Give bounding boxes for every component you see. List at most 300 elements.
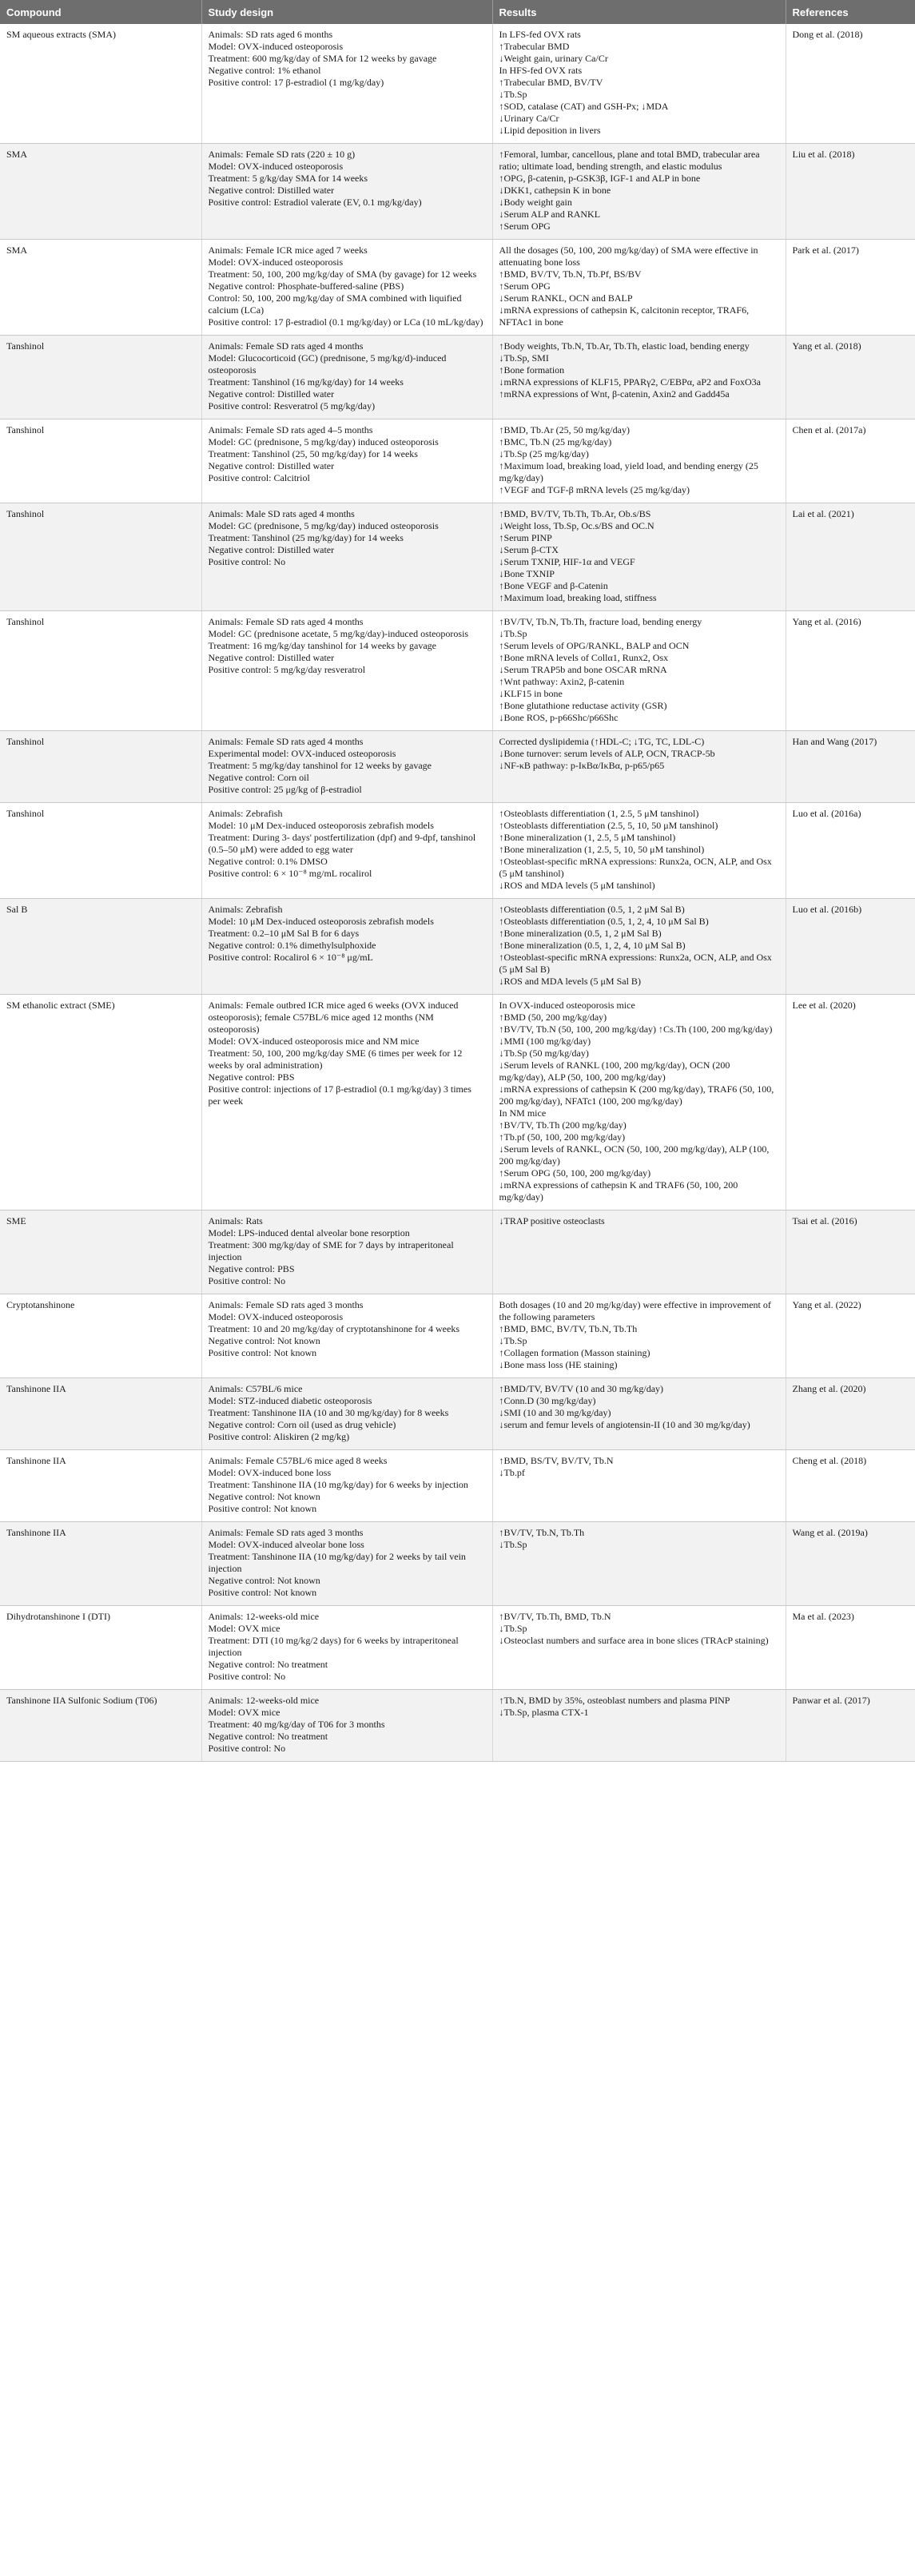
result-line: ↑BMD/TV, BV/TV (10 and 30 mg/kg/day) (499, 1383, 664, 1394)
result-line: ↑BV/TV, Tb.Th, BMD, Tb.N (499, 1611, 611, 1622)
design-line: Treatment: 600 mg/kg/day of SMA for 12 weeks by gavage (208, 53, 437, 64)
reference-citation: Luo et al. (2016a) (792, 808, 861, 819)
design-line: Animals: Female SD rats (220 ± 10 g) (208, 149, 356, 160)
design-line: Model: OVX mice (208, 1707, 280, 1718)
result-line: ↓DKK1, cathepsin K in bone (499, 185, 611, 196)
cell-reference (786, 1690, 915, 1762)
design-line: Treatment: Tanshinone IIA (10 mg/kg/day) for 2 weeks by tail vein injection (208, 1551, 466, 1574)
result-line: ↑Trabecular BMD, BV/TV (499, 77, 603, 88)
result-line: ↑Bone glutathione reductase activity (GSR) (499, 700, 667, 711)
cell-compound (0, 899, 201, 995)
design-line: Treatment: 10 and 20 mg/kg/day of cryptotanshinone for 4 weeks (208, 1323, 459, 1334)
result-line: ↓Tb.Sp (499, 1539, 527, 1550)
result-line: ↑Maximum load, breaking load, stiffness (499, 592, 657, 603)
cell-results (492, 419, 786, 503)
cell-study-design (201, 336, 492, 419)
result-line: ↑BV/TV, Tb.N, Tb.Th (499, 1527, 585, 1538)
design-line: Negative control: Corn oil (used as drug vehicle) (208, 1419, 396, 1430)
header-row (0, 0, 915, 24)
design-line: Experimental model: OVX-induced osteoporosis (208, 748, 396, 759)
cell-compound (0, 503, 201, 611)
table-row (0, 24, 915, 144)
result-line: ↑Bone mineralization (1, 2.5, 5 μM tanshinol) (499, 832, 676, 843)
design-line: Animals: Female SD rats aged 4–5 months (208, 424, 373, 435)
header-references: References (786, 0, 915, 24)
design-line: Treatment: 50, 100, 200 mg/kg/day SME (6 times per week for 12 weeks by oral administration) (208, 1047, 463, 1071)
result-line: ↑Serum levels of OPG/RANKL, BALP and OCN (499, 640, 690, 651)
design-line: Positive control: Estradiol valerate (EV, 0.1 mg/kg/day) (208, 197, 422, 208)
cell-compound (0, 240, 201, 336)
design-line: Negative control: Distilled water (208, 460, 335, 471)
result-line: ↑Bone VEGF and β-Catenin (499, 580, 608, 591)
cell-reference (786, 1210, 915, 1294)
result-line: ↑Collagen formation (Masson staining) (499, 1347, 650, 1358)
result-line: ↓Weight gain, urinary Ca/Cr (499, 53, 608, 64)
cell-results (492, 1690, 786, 1762)
table-row (0, 611, 915, 731)
cell-study-design (201, 899, 492, 995)
result-line: ↑Osteoblasts differentiation (0.5, 1, 2 μM Sal B) (499, 904, 685, 915)
result-line: ↓Weight loss, Tb.Sp, Oc.s/BS and OC.N (499, 520, 654, 531)
result-line: ↓Body weight gain (499, 197, 572, 208)
compound-name: SMA (6, 244, 28, 256)
cell-results (492, 1294, 786, 1378)
design-line: Negative control: Distilled water (208, 185, 335, 196)
reference-citation: Tsai et al. (2016) (792, 1215, 857, 1226)
result-line: ↑Trabecular BMD (499, 41, 570, 52)
cell-compound (0, 24, 201, 144)
result-line: ↓Tb.Sp (499, 1335, 527, 1346)
result-line: ↑Osteoblasts differentiation (1, 2.5, 5 μM tanshinol) (499, 808, 699, 819)
design-line: Negative control: No treatment (208, 1659, 328, 1670)
compound-name: SM aqueous extracts (SMA) (6, 29, 116, 40)
design-line: Model: OVX-induced osteoporosis (208, 1311, 344, 1322)
cell-results (492, 240, 786, 336)
reference-citation: Panwar et al. (2017) (792, 1695, 870, 1706)
cell-reference (786, 1522, 915, 1606)
design-line: Model: OVX-induced alveolar bone loss (208, 1539, 364, 1550)
cell-reference (786, 336, 915, 419)
result-line: ↑BMD, BV/TV, Tb.N, Tb.Pf, BS/BV (499, 268, 642, 280)
cell-compound (0, 1450, 201, 1522)
cell-reference (786, 803, 915, 899)
cell-compound (0, 1690, 201, 1762)
result-line: ↓Serum TXNIP, HIF-1α and VEGF (499, 556, 635, 567)
cell-compound (0, 1294, 201, 1378)
cell-reference (786, 144, 915, 240)
compound-name: SME (6, 1215, 26, 1226)
design-line: Positive control: Calcitriol (208, 472, 310, 483)
cell-study-design (201, 803, 492, 899)
result-line: ↑BMD, BV/TV, Tb.Th, Tb.Ar, Ob.s/BS (499, 508, 651, 519)
design-line: Model: OVX-induced osteoporosis (208, 161, 344, 172)
result-line: ↑mRNA expressions of Wnt, β-catenin, Axin2 and Gadd45a (499, 388, 730, 400)
design-line: Model: LPS-induced dental alveolar bone resorption (208, 1227, 410, 1238)
result-line: ↓SMI (10 and 30 mg/kg/day) (499, 1407, 611, 1418)
result-line: ↑BV/TV, Tb.N, Tb.Th, fracture load, bending energy (499, 616, 702, 627)
table-row (0, 1294, 915, 1378)
reference-citation: Luo et al. (2016b) (792, 904, 862, 915)
design-line: Treatment: 0.2–10 μM Sal B for 6 days (208, 928, 360, 939)
design-line: Positive control: 17 β-estradiol (0.1 mg/kg/day) or LCa (10 mL/kg/day) (208, 316, 483, 328)
result-line: ↑Osteoblasts differentiation (0.5, 1, 2, 4, 10 μM Sal B) (499, 916, 709, 927)
result-line: ↑Serum OPG (50, 100, 200 mg/kg/day) (499, 1167, 651, 1179)
cell-compound (0, 803, 201, 899)
design-line: Model: OVX mice (208, 1623, 280, 1634)
reference-citation: Cheng et al. (2018) (792, 1455, 867, 1466)
design-line: Positive control: Aliskiren (2 mg/kg) (208, 1431, 350, 1442)
design-line: Animals: 12-weeks-old mice (208, 1611, 320, 1622)
table-row (0, 503, 915, 611)
design-line: Model: STZ-induced diabetic osteoporosis (208, 1395, 372, 1406)
design-line: Model: OVX-induced osteoporosis (208, 256, 344, 268)
cell-reference (786, 24, 915, 144)
result-line: In HFS-fed OVX rats (499, 65, 583, 76)
design-line: Treatment: DTI (10 mg/kg/2 days) for 6 weeks by intraperitoneal injection (208, 1635, 459, 1658)
design-line: Model: 10 μM Dex-induced osteoporosis zebrafish models (208, 820, 434, 831)
cell-study-design (201, 611, 492, 731)
result-line: ↓mRNA expressions of cathepsin K and TRAF6 (50, 100, 200 mg/kg/day) (499, 1179, 738, 1203)
result-line: ↓ROS and MDA levels (5 μM tanshinol) (499, 880, 655, 891)
compound-name: Tanshinol (6, 424, 45, 435)
reference-citation: Yang et al. (2016) (792, 616, 861, 627)
result-line: In LFS-fed OVX rats (499, 29, 581, 40)
compound-name: Tanshinol (6, 340, 45, 352)
design-line: Animals: Female outbred ICR mice aged 6 weeks (OVX induced osteoporosis); female C57BL/6 mice aged 12 months (NM osteoporosis) (208, 1000, 459, 1035)
result-line: ↑BV/TV, Tb.N (50, 100, 200 mg/kg/day) ↑Cs.Th (100, 200 mg/kg/day) (499, 1024, 773, 1035)
result-line: ↓MMI (100 mg/kg/day) (499, 1036, 591, 1047)
design-line: Animals: Female C57BL/6 mice aged 8 weeks (208, 1455, 388, 1466)
design-line: Positive control: Not known (208, 1347, 317, 1358)
design-line: Animals: SD rats aged 6 months (208, 29, 333, 40)
cell-compound (0, 419, 201, 503)
design-line: Model: GC (prednisone acetate, 5 mg/kg/day)-induced osteoporosis (208, 628, 469, 639)
cell-results (492, 1210, 786, 1294)
table-row (0, 995, 915, 1210)
cell-study-design (201, 419, 492, 503)
design-line: Animals: C57BL/6 mice (208, 1383, 303, 1394)
design-line: Treatment: During 3- days' postfertilization (dpf) and 9-dpf, tanshinol (0.5–50 μM) were added to egg water (208, 832, 476, 855)
design-line: Negative control: PBS (208, 1071, 295, 1083)
cell-study-design (201, 1294, 492, 1378)
cell-reference (786, 899, 915, 995)
design-line: Treatment: Tanshinone IIA (10 and 30 mg/kg/day) for 8 weeks (208, 1407, 449, 1418)
result-line: ↓Bone TXNIP (499, 568, 555, 579)
result-line: ↓mRNA expressions of KLF15, PPARγ2, C/EBPα, aP2 and FoxO3a (499, 376, 762, 388)
result-line: ↑Conn.D (30 mg/kg/day) (499, 1395, 596, 1406)
design-line: Animals: Female SD rats aged 3 months (208, 1299, 364, 1310)
result-line: ↑Serum OPG (499, 280, 551, 292)
result-line: ↑BMD, Tb.Ar (25, 50 mg/kg/day) (499, 424, 630, 435)
cell-reference (786, 1378, 915, 1450)
design-line: Treatment: 40 mg/kg/day of T06 for 3 months (208, 1719, 385, 1730)
result-line: ↓Tb.pf (499, 1467, 525, 1478)
result-line: ↑VEGF and TGF-β mRNA levels (25 mg/kg/day) (499, 484, 690, 495)
cell-study-design (201, 1690, 492, 1762)
result-line: ↓TRAP positive osteoclasts (499, 1215, 605, 1226)
compound-name: SM ethanolic extract (SME) (6, 1000, 115, 1011)
cell-results (492, 144, 786, 240)
design-line: Model: GC (prednisone, 5 mg/kg/day) induced osteoporosis (208, 436, 439, 447)
cell-study-design (201, 503, 492, 611)
reference-citation: Han and Wang (2017) (792, 736, 877, 747)
cell-results (492, 731, 786, 803)
design-line: Negative control: Distilled water (208, 388, 335, 400)
cell-study-design (201, 995, 492, 1210)
result-line: ↓Osteoclast numbers and surface area in bone slices (TRAcP staining) (499, 1635, 769, 1646)
table-row (0, 803, 915, 899)
design-line: Negative control: Not known (208, 1335, 320, 1346)
result-line: ↑BMD, BMC, BV/TV, Tb.N, Tb.Th (499, 1323, 638, 1334)
design-line: Model: GC (prednisone, 5 mg/kg/day) induced osteoporosis (208, 520, 439, 531)
result-line: ↓NF-κB pathway: p-IκBα/IκBα, p-p65/p65 (499, 760, 665, 771)
result-line: ↓serum and femur levels of angiotensin-II (10 and 30 mg/kg/day) (499, 1419, 750, 1430)
header-study-design: Study design (201, 0, 492, 24)
cell-results (492, 995, 786, 1210)
design-line: Model: OVX-induced osteoporosis (208, 41, 344, 52)
design-line: Model: OVX-induced osteoporosis mice and NM mice (208, 1036, 420, 1047)
result-line: ↓Urinary Ca/Cr (499, 113, 559, 124)
compound-name: Cryptotanshinone (6, 1299, 75, 1310)
reference-citation: Ma et al. (2023) (792, 1611, 854, 1622)
result-line: ↑Bone mineralization (0.5, 1, 2, 4, 10 μM Sal B) (499, 940, 686, 951)
cell-compound (0, 611, 201, 731)
reference-citation: Yang et al. (2018) (792, 340, 861, 352)
compound-name: Tanshinone IIA (6, 1383, 66, 1394)
cell-reference (786, 995, 915, 1210)
reference-citation: Park et al. (2017) (792, 244, 859, 256)
result-line: ↑Serum PINP (499, 532, 552, 543)
table-row (0, 144, 915, 240)
compound-name: SMA (6, 149, 28, 160)
compound-name: Tanshinol (6, 808, 45, 819)
result-line: ↓Lipid deposition in livers (499, 125, 601, 136)
cell-study-design (201, 24, 492, 144)
result-line: ↓mRNA expressions of cathepsin K, calcitonin receptor, TRAF6, NFTAc1 in bone (499, 304, 750, 328)
cell-study-design (201, 144, 492, 240)
design-line: Treatment: 5 g/kg/day SMA for 14 weeks (208, 173, 368, 184)
result-line: ↑Tb.N, BMD by 35%, osteoblast numbers and plasma PINP (499, 1695, 730, 1706)
cell-reference (786, 1294, 915, 1378)
design-line: Positive control: 5 mg/kg/day resveratrol (208, 664, 366, 675)
design-line: Negative control: Distilled water (208, 652, 335, 663)
compound-name: Tanshinol (6, 736, 45, 747)
design-line: Treatment: Tanshinol (16 mg/kg/day) for 14 weeks (208, 376, 404, 388)
table-row (0, 1450, 915, 1522)
reference-citation: Liu et al. (2018) (792, 149, 855, 160)
cell-compound (0, 1606, 201, 1690)
design-line: Treatment: 300 mg/kg/day of SME for 7 days by intraperitoneal injection (208, 1239, 454, 1262)
cell-reference (786, 503, 915, 611)
result-line: ↓KLF15 in bone (499, 688, 563, 699)
cell-compound (0, 731, 201, 803)
cell-study-design (201, 240, 492, 336)
result-line: ↓mRNA expressions of cathepsin K (200 mg/kg/day), TRAF6 (50, 100, 200 mg/kg/day), NFATc1 (100, 200 mg/kg/day) (499, 1083, 774, 1107)
design-line: Negative control: Corn oil (208, 772, 309, 783)
design-line: Positive control: Resveratrol (5 mg/kg/day) (208, 400, 376, 411)
reference-citation: Dong et al. (2018) (792, 29, 863, 40)
cell-results (492, 1450, 786, 1522)
design-line: Treatment: Tanshinone IIA (10 mg/kg/day) for 6 weeks by injection (208, 1479, 468, 1490)
result-line: ↑Osteoblasts differentiation (2.5, 5, 10, 50 μM tanshinol) (499, 820, 718, 831)
result-line: ↓Tb.Sp (499, 89, 527, 100)
result-line: ↑Tb.pf (50, 100, 200 mg/kg/day) (499, 1131, 626, 1143)
design-line: Animals: Female ICR mice aged 7 weeks (208, 244, 368, 256)
design-line: Negative control: Phosphate-buffered-saline (PBS) (208, 280, 404, 292)
reference-citation: Yang et al. (2022) (792, 1299, 861, 1310)
result-line: ↓Tb.Sp, plasma CTX-1 (499, 1707, 589, 1718)
cell-compound (0, 1378, 201, 1450)
result-line: ↓Serum ALP and RANKL (499, 209, 601, 220)
design-line: Positive control: No (208, 1743, 286, 1754)
result-line: ↑Bone mineralization (0.5, 1, 2 μM Sal B) (499, 928, 662, 939)
design-line: Negative control: No treatment (208, 1731, 328, 1742)
cell-study-design (201, 1210, 492, 1294)
result-line: ↓Serum β-CTX (499, 544, 559, 555)
result-line: ↑Body weights, Tb.N, Tb.Ar, Tb.Th, elastic load, bending energy (499, 340, 750, 352)
table-row (0, 1606, 915, 1690)
reference-citation: Wang et al. (2019a) (792, 1527, 868, 1538)
design-line: Control: 50, 100, 200 mg/kg/day of SMA combined with liquified calcium (LCa) (208, 292, 462, 316)
design-line: Positive control: 17 β-estradiol (1 mg/kg/day) (208, 77, 384, 88)
design-line: Animals: Male SD rats aged 4 months (208, 508, 355, 519)
result-line: ↓Tb.Sp (50 mg/kg/day) (499, 1047, 589, 1059)
result-line: ↑Serum OPG (499, 221, 551, 232)
reference-citation: Zhang et al. (2020) (792, 1383, 866, 1394)
design-line: Model: Glucocorticoid (GC) (prednisone, 5 mg/kg/d)-induced osteoporosis (208, 352, 447, 376)
result-line: ↓Tb.Sp (499, 628, 527, 639)
design-line: Model: OVX-induced bone loss (208, 1467, 332, 1478)
design-line: Animals: Female SD rats aged 4 months (208, 340, 364, 352)
reference-citation: Chen et al. (2017a) (792, 424, 866, 435)
cell-results (492, 24, 786, 144)
result-line: ↓Tb.Sp, SMI (499, 352, 549, 364)
cell-study-design (201, 1450, 492, 1522)
result-line: ↓Bone turnover: serum levels of ALP, OCN, TRACP-5b (499, 748, 715, 759)
design-line: Negative control: Not known (208, 1575, 320, 1586)
design-line: Positive control: injections of 17 β-estradiol (0.1 mg/kg/day) 3 times per week (208, 1083, 471, 1107)
compound-name: Tanshinol (6, 616, 45, 627)
design-line: Negative control: PBS (208, 1263, 295, 1274)
cell-compound (0, 1522, 201, 1606)
cell-study-design (201, 1522, 492, 1606)
cell-reference (786, 240, 915, 336)
result-line: ↑Bone formation (499, 364, 565, 376)
design-line: Model: 10 μM Dex-induced osteoporosis zebrafish models (208, 916, 434, 927)
cell-study-design (201, 1378, 492, 1450)
result-line: ↓Bone ROS, p-p66Shc/p66Shc (499, 712, 619, 723)
design-line: Positive control: Rocalirol 6 × 10⁻⁸ μg/mL (208, 952, 373, 963)
header-results: Results (492, 0, 786, 24)
result-line: ↓Serum levels of RANKL (100, 200 mg/kg/day), OCN (200 mg/kg/day), ALP (50, 100, 200 mg/kg/day) (499, 1059, 730, 1083)
design-line: Treatment: Tanshinol (25, 50 mg/kg/day) for 14 weeks (208, 448, 418, 459)
cell-results (492, 503, 786, 611)
result-line: ↓ROS and MDA levels (5 μM Sal B) (499, 976, 641, 987)
design-line: Positive control: Not known (208, 1587, 317, 1598)
result-line: ↑SOD, catalase (CAT) and GSH-Px; ↓MDA (499, 101, 669, 112)
cell-reference (786, 419, 915, 503)
result-line: ↓Tb.Sp (499, 1623, 527, 1634)
design-line: Animals: Zebrafish (208, 904, 283, 915)
table-row (0, 240, 915, 336)
result-line: ↑Osteoblast-specific mRNA expressions: Runx2a, OCN, ALP, and Osx (5 μM Sal B) (499, 952, 772, 975)
compound-name: Tanshinol (6, 508, 45, 519)
design-line: Animals: Rats (208, 1215, 263, 1226)
reference-citation: Lai et al. (2021) (792, 508, 854, 519)
result-line: ↑BV/TV, Tb.Th (200 mg/kg/day) (499, 1119, 627, 1131)
result-line: ↑BMD (50, 200 mg/kg/day) (499, 1012, 607, 1023)
result-line: ↑Bone mRNA levels of Collα1, Runx2, Osx (499, 652, 669, 663)
design-line: Treatment: 50, 100, 200 mg/kg/day of SMA (by gavage) for 12 weeks (208, 268, 477, 280)
design-line: Positive control: No (208, 1671, 286, 1682)
cell-results (492, 1522, 786, 1606)
result-line: ↓Tb.Sp (25 mg/kg/day) (499, 448, 589, 459)
table-header (0, 0, 915, 24)
cell-results (492, 1378, 786, 1450)
table-row (0, 1690, 915, 1762)
design-line: Positive control: 6 × 10⁻⁸ mg/mL rocalirol (208, 868, 372, 879)
cell-results (492, 1606, 786, 1690)
result-line: ↑BMD, BS/TV, BV/TV, Tb.N (499, 1455, 614, 1466)
result-line: ↑BMC, Tb.N (25 mg/kg/day) (499, 436, 612, 447)
cell-reference (786, 611, 915, 731)
result-line: ↓Serum TRAP5b and bone OSCAR mRNA (499, 664, 667, 675)
design-line: Negative control: Distilled water (208, 544, 335, 555)
result-line: ↑Bone mineralization (1, 2.5, 5, 10, 50 μM tanshinol) (499, 844, 705, 855)
design-line: Negative control: 0.1% dimethylsulphoxide (208, 940, 376, 951)
cell-compound (0, 336, 201, 419)
cell-results (492, 803, 786, 899)
design-line: Positive control: 25 μg/kg of β-estradiol (208, 784, 362, 795)
cell-reference (786, 1450, 915, 1522)
result-line: ↑Osteoblast-specific mRNA expressions: Runx2a, OCN, ALP, and Osx (5 μM tanshinol) (499, 856, 772, 879)
header-compound: Compound (0, 0, 201, 24)
cell-results (492, 899, 786, 995)
result-line: ↓Bone mass loss (HE staining) (499, 1359, 618, 1370)
result-line: Both dosages (10 and 20 mg/kg/day) were effective in improvement of the following parameters (499, 1299, 771, 1322)
design-line: Animals: Female SD rats aged 4 months (208, 616, 364, 627)
design-line: Positive control: Not known (208, 1503, 317, 1514)
cell-results (492, 611, 786, 731)
result-line: ↓Serum levels of RANKL, OCN (50, 100, 200 mg/kg/day), ALP (100, 200 mg/kg/day) (499, 1143, 770, 1167)
result-line: ↓Serum RANKL, OCN and BALP (499, 292, 633, 304)
table-row (0, 336, 915, 419)
compound-name: Tanshinone IIA (6, 1455, 66, 1466)
result-line: In NM mice (499, 1107, 547, 1119)
compound-name: Sal B (6, 904, 28, 915)
compound-name: Tanshinone IIA (6, 1527, 66, 1538)
cell-compound (0, 144, 201, 240)
table-row (0, 419, 915, 503)
cell-study-design (201, 731, 492, 803)
design-line: Negative control: Not known (208, 1491, 320, 1502)
design-line: Positive control: No (208, 556, 286, 567)
cell-study-design (201, 1606, 492, 1690)
result-line: ↑Wnt pathway: Axin2, β-catenin (499, 676, 625, 687)
compound-name: Dihydrotanshinone I (DTI) (6, 1611, 110, 1622)
result-line: Corrected dyslipidemia (↑HDL-C; ↓TG, TC, LDL-C) (499, 736, 705, 747)
reference-citation: Lee et al. (2020) (792, 1000, 856, 1011)
design-line: Animals: Zebrafish (208, 808, 283, 819)
compound-name: Tanshinone IIA Sulfonic Sodium (T06) (6, 1695, 157, 1706)
design-line: Positive control: No (208, 1275, 286, 1286)
design-line: Animals: 12-weeks-old mice (208, 1695, 320, 1706)
table-row (0, 731, 915, 803)
table-body (0, 24, 915, 1762)
cell-compound (0, 995, 201, 1210)
design-line: Animals: Female SD rats aged 4 months (208, 736, 364, 747)
result-line: ↑OPG, β-catenin, p-GSK3β, IGF-1 and ALP in bone (499, 173, 701, 184)
